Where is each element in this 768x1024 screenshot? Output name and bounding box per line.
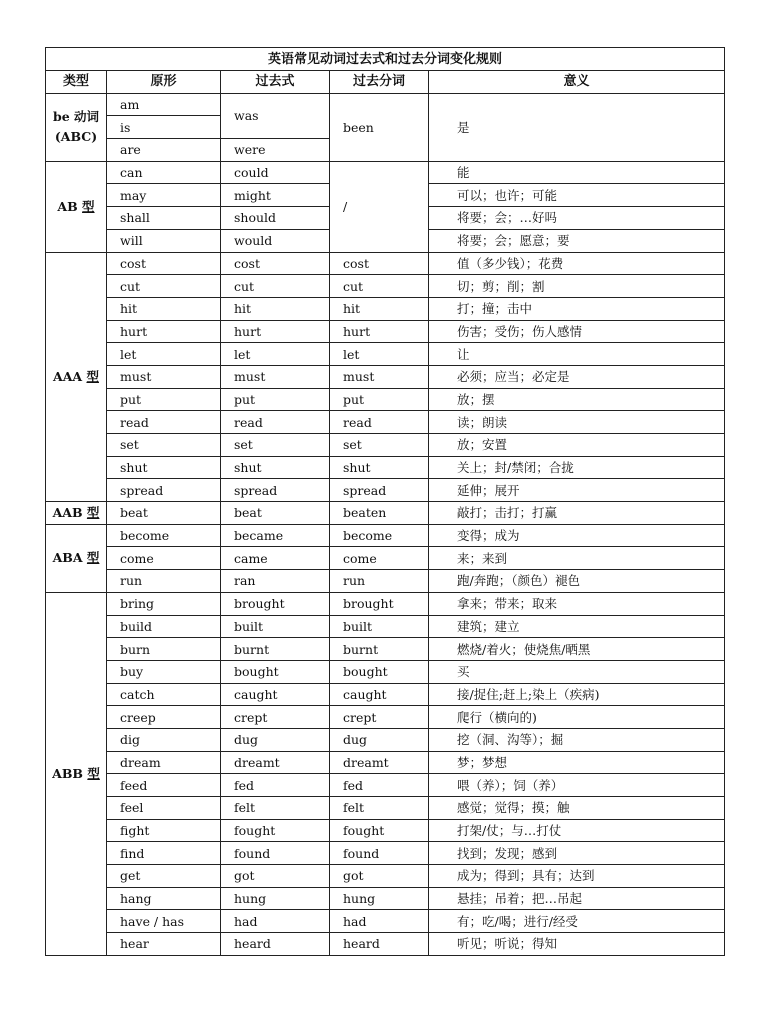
pp-cell: set bbox=[330, 434, 429, 457]
pp-cell: read bbox=[330, 411, 429, 434]
base-cell: is bbox=[107, 116, 221, 139]
past-cell: got bbox=[221, 865, 330, 888]
table-row bbox=[46, 933, 725, 956]
past-cell: fought bbox=[221, 819, 330, 842]
header-type: 类型 bbox=[46, 71, 107, 94]
meaning-cell: 挖（洞、沟等）；掘 bbox=[429, 728, 725, 751]
header-base: 原形 bbox=[107, 71, 221, 94]
table-row bbox=[46, 479, 725, 502]
pp-cell: / bbox=[330, 161, 429, 252]
pp-cell: brought bbox=[330, 592, 429, 615]
base-cell: let bbox=[107, 343, 221, 366]
base-cell: beat bbox=[107, 502, 221, 525]
group-type-suffix: 型 bbox=[86, 368, 99, 384]
table-row bbox=[46, 660, 725, 683]
base-cell: feed bbox=[107, 774, 221, 797]
base-cell: buy bbox=[107, 660, 221, 683]
meaning-cell: 值（多少钱）；花费 bbox=[429, 252, 725, 275]
base-cell: set bbox=[107, 434, 221, 457]
meaning-cell: 建筑；建立 bbox=[429, 615, 725, 638]
table-row bbox=[46, 524, 725, 547]
table-row bbox=[46, 728, 725, 751]
table-row bbox=[46, 887, 725, 910]
past-cell: fed bbox=[221, 774, 330, 797]
table-row bbox=[46, 502, 725, 525]
group-type-suffix: 型 bbox=[87, 765, 100, 781]
base-cell: can bbox=[107, 161, 221, 184]
past-cell: let bbox=[221, 343, 330, 366]
past-cell: caught bbox=[221, 683, 330, 706]
header-row bbox=[46, 71, 725, 94]
pp-cell: shut bbox=[330, 456, 429, 479]
past-cell: could bbox=[221, 161, 330, 184]
table-row bbox=[46, 615, 725, 638]
pp-cell: become bbox=[330, 524, 429, 547]
meaning-cell: 打架/仗；与…打仗 bbox=[429, 819, 725, 842]
meaning-cell: 燃烧/着火；使烧焦/晒黑 bbox=[429, 638, 725, 661]
group-type-sublabel: (ABC) bbox=[54, 129, 98, 145]
base-cell: find bbox=[107, 842, 221, 865]
pp-cell: dreamt bbox=[330, 751, 429, 774]
meaning-cell: 有；吃/喝；进行/经受 bbox=[429, 910, 725, 933]
base-cell: read bbox=[107, 411, 221, 434]
base-cell: will bbox=[107, 229, 221, 252]
past-cell: bought bbox=[221, 660, 330, 683]
past-cell: should bbox=[221, 207, 330, 230]
meaning-cell: 梦；梦想 bbox=[429, 751, 725, 774]
pp-cell: cut bbox=[330, 275, 429, 298]
table-row bbox=[46, 683, 725, 706]
past-cell: would bbox=[221, 229, 330, 252]
table-title: 英语常见动词过去式和过去分词变化规则 bbox=[46, 48, 725, 71]
pp-cell: built bbox=[330, 615, 429, 638]
table-row bbox=[46, 865, 725, 888]
base-cell: cut bbox=[107, 275, 221, 298]
base-cell: dig bbox=[107, 728, 221, 751]
group-type-label: ABA bbox=[52, 550, 87, 566]
table-row bbox=[46, 638, 725, 661]
pp-cell: spread bbox=[330, 479, 429, 502]
group-type-abb bbox=[46, 592, 107, 955]
base-cell: build bbox=[107, 615, 221, 638]
base-cell: run bbox=[107, 570, 221, 593]
pp-cell: hurt bbox=[330, 320, 429, 343]
past-cell: hung bbox=[221, 887, 330, 910]
meaning-cell: 是 bbox=[429, 93, 725, 161]
meaning-cell: 悬挂；吊着；把…吊起 bbox=[429, 887, 725, 910]
past-cell: shut bbox=[221, 456, 330, 479]
table-row bbox=[46, 819, 725, 842]
table-row bbox=[46, 797, 725, 820]
meaning-cell: 敲打；击打；打赢 bbox=[429, 502, 725, 525]
meaning-cell: 切；剪；削；割 bbox=[429, 275, 725, 298]
table-row bbox=[46, 365, 725, 388]
pp-cell: dug bbox=[330, 728, 429, 751]
table-row bbox=[46, 547, 725, 570]
pp-cell: felt bbox=[330, 797, 429, 820]
group-type-label: AAB bbox=[52, 504, 87, 520]
past-cell: came bbox=[221, 547, 330, 570]
table-row bbox=[46, 93, 725, 116]
meaning-cell: 延伸；展开 bbox=[429, 479, 725, 502]
base-cell: cost bbox=[107, 252, 221, 275]
past-cell: were bbox=[221, 139, 330, 162]
base-cell: bring bbox=[107, 592, 221, 615]
pp-cell: heard bbox=[330, 933, 429, 956]
base-cell: am bbox=[107, 93, 221, 116]
base-cell: catch bbox=[107, 683, 221, 706]
table-row bbox=[46, 842, 725, 865]
base-cell: come bbox=[107, 547, 221, 570]
meaning-cell: 读；朗读 bbox=[429, 411, 725, 434]
table-row bbox=[46, 910, 725, 933]
past-cell: might bbox=[221, 184, 330, 207]
past-cell: brought bbox=[221, 592, 330, 615]
meaning-cell: 将要；会；…好吗 bbox=[429, 207, 725, 230]
pp-cell: got bbox=[330, 865, 429, 888]
base-cell: creep bbox=[107, 706, 221, 729]
base-cell: have / has bbox=[107, 910, 221, 933]
meaning-cell: 买 bbox=[429, 660, 725, 683]
table-row bbox=[46, 456, 725, 479]
base-cell: become bbox=[107, 524, 221, 547]
past-cell: was bbox=[221, 93, 330, 138]
past-cell: became bbox=[221, 524, 330, 547]
base-cell: are bbox=[107, 139, 221, 162]
verb-table bbox=[45, 47, 725, 956]
meaning-cell: 听见；听说；得知 bbox=[429, 933, 725, 956]
table-row bbox=[46, 320, 725, 343]
group-type-label: AB bbox=[57, 198, 83, 214]
base-cell: hit bbox=[107, 297, 221, 320]
group-type-aba bbox=[46, 524, 107, 592]
past-cell: cut bbox=[221, 275, 330, 298]
header-past-participle: 过去分词 bbox=[330, 71, 429, 94]
past-cell: put bbox=[221, 388, 330, 411]
past-cell: must bbox=[221, 365, 330, 388]
past-cell: ran bbox=[221, 570, 330, 593]
group-type-label: be 动词 bbox=[52, 109, 100, 125]
table-row bbox=[46, 592, 725, 615]
past-cell: hurt bbox=[221, 320, 330, 343]
pp-cell: run bbox=[330, 570, 429, 593]
pp-cell: bought bbox=[330, 660, 429, 683]
base-cell: hear bbox=[107, 933, 221, 956]
group-type-suffix: 型 bbox=[86, 504, 100, 520]
past-cell: cost bbox=[221, 252, 330, 275]
meaning-cell: 接/捉住;赶上;染上（疾病) bbox=[429, 683, 725, 706]
meaning-cell: 可以；也许；可能 bbox=[429, 184, 725, 207]
table-row bbox=[46, 434, 725, 457]
past-cell: set bbox=[221, 434, 330, 457]
base-cell: shut bbox=[107, 456, 221, 479]
past-cell: had bbox=[221, 910, 330, 933]
pp-cell: let bbox=[330, 343, 429, 366]
past-cell: beat bbox=[221, 502, 330, 525]
group-type-aab bbox=[46, 502, 107, 525]
group-type-aaa bbox=[46, 252, 107, 502]
meaning-cell: 喂（养）；饲（养） bbox=[429, 774, 725, 797]
past-cell: felt bbox=[221, 797, 330, 820]
meaning-cell: 将要；会；愿意；要 bbox=[429, 229, 725, 252]
pp-cell: fed bbox=[330, 774, 429, 797]
meaning-cell: 来；来到 bbox=[429, 547, 725, 570]
base-cell: get bbox=[107, 865, 221, 888]
base-cell: may bbox=[107, 184, 221, 207]
pp-cell: beaten bbox=[330, 502, 429, 525]
group-type-be bbox=[46, 93, 107, 161]
past-cell: dug bbox=[221, 728, 330, 751]
base-cell: spread bbox=[107, 479, 221, 502]
past-cell: hit bbox=[221, 297, 330, 320]
meaning-cell: 必须；应当；必定是 bbox=[429, 365, 725, 388]
meaning-cell: 跑/奔跑；（颜色）褪色 bbox=[429, 570, 725, 593]
meaning-cell: 让 bbox=[429, 343, 725, 366]
base-cell: hurt bbox=[107, 320, 221, 343]
past-cell: built bbox=[221, 615, 330, 638]
meaning-cell: 关上；封/禁闭；合拢 bbox=[429, 456, 725, 479]
group-type-label: AAA bbox=[53, 368, 87, 384]
meaning-cell: 伤害；受伤；伤人感情 bbox=[429, 320, 725, 343]
meaning-cell: 感觉；觉得；摸；触 bbox=[429, 797, 725, 820]
table-row bbox=[46, 252, 725, 275]
table-row bbox=[46, 774, 725, 797]
pp-cell: burnt bbox=[330, 638, 429, 661]
meaning-cell: 爬行（横向的) bbox=[429, 706, 725, 729]
table-row bbox=[46, 275, 725, 298]
base-cell: burn bbox=[107, 638, 221, 661]
meaning-cell: 放；安置 bbox=[429, 434, 725, 457]
base-cell: put bbox=[107, 388, 221, 411]
meaning-cell: 放；摆 bbox=[429, 388, 725, 411]
table-row bbox=[46, 343, 725, 366]
meaning-cell: 打；撞；击中 bbox=[429, 297, 725, 320]
past-cell: heard bbox=[221, 933, 330, 956]
pp-cell: found bbox=[330, 842, 429, 865]
base-cell: hang bbox=[107, 887, 221, 910]
title-row bbox=[46, 48, 725, 71]
past-cell: spread bbox=[221, 479, 330, 502]
pp-cell: been bbox=[330, 93, 429, 161]
table-row bbox=[46, 706, 725, 729]
past-cell: dreamt bbox=[221, 751, 330, 774]
pp-cell: come bbox=[330, 547, 429, 570]
table-row bbox=[46, 751, 725, 774]
header-meaning: 意义 bbox=[429, 71, 725, 94]
meaning-cell: 能 bbox=[429, 161, 725, 184]
table-row bbox=[46, 297, 725, 320]
meaning-cell: 成为；得到；具有；达到 bbox=[429, 865, 725, 888]
pp-cell: had bbox=[330, 910, 429, 933]
pp-cell: cost bbox=[330, 252, 429, 275]
group-type-suffix: 型 bbox=[86, 550, 100, 566]
meaning-cell: 拿来；带来；取来 bbox=[429, 592, 725, 615]
pp-cell: must bbox=[330, 365, 429, 388]
meaning-cell: 找到；发现；感到 bbox=[429, 842, 725, 865]
base-cell: must bbox=[107, 365, 221, 388]
pp-cell: fought bbox=[330, 819, 429, 842]
group-type-ab bbox=[46, 161, 107, 252]
group-type-suffix: 型 bbox=[82, 198, 95, 214]
pp-cell: put bbox=[330, 388, 429, 411]
group-type-label: ABB bbox=[52, 765, 88, 781]
past-cell: found bbox=[221, 842, 330, 865]
table-row bbox=[46, 570, 725, 593]
pp-cell: crept bbox=[330, 706, 429, 729]
past-cell: burnt bbox=[221, 638, 330, 661]
pp-cell: hung bbox=[330, 887, 429, 910]
header-past: 过去式 bbox=[221, 71, 330, 94]
base-cell: fight bbox=[107, 819, 221, 842]
base-cell: dream bbox=[107, 751, 221, 774]
past-cell: read bbox=[221, 411, 330, 434]
pp-cell: hit bbox=[330, 297, 429, 320]
past-cell: crept bbox=[221, 706, 330, 729]
table-row bbox=[46, 411, 725, 434]
table-row bbox=[46, 388, 725, 411]
pp-cell: caught bbox=[330, 683, 429, 706]
base-cell: feel bbox=[107, 797, 221, 820]
base-cell: shall bbox=[107, 207, 221, 230]
meaning-cell: 变得；成为 bbox=[429, 524, 725, 547]
table-row bbox=[46, 161, 725, 184]
